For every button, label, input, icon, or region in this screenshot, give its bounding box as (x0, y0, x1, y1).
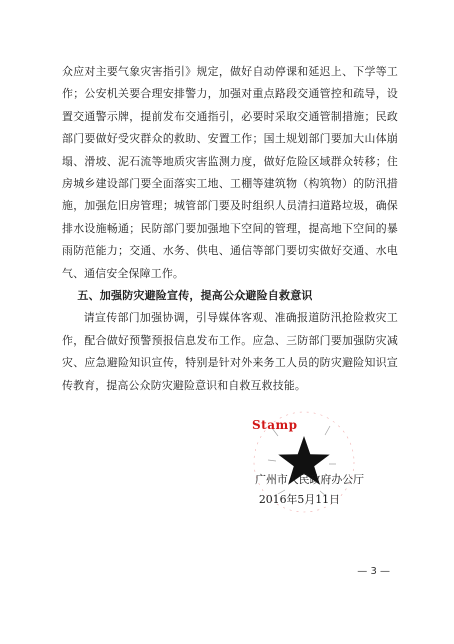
body-paragraph: 众应对主要气象灾害指引》规定，做好自动停课和延迟上、下学等工作；公安机关要合理安排警力，加强对重点路段交通管控和疏导，设置交通警示牌，提前发布交通指引，必要时采取交通管制措施；民政部门要做好受灾群众的救助、安置工作；国土规划部门要加大山体崩塌、滑坡、泥石流等地质灾害监测力度，做好危险区域群众转移；住房城乡建设部门要全面落实工地、工棚等建筑物（构筑物）的防汛措施，加强危旧房管理；城管部门要及时组织人员清扫道路垃圾，确保排水设施畅通；民防部门要加强地下空间的管理，提高地下空间的暴雨防范能力；交通、水务、供电、通信等部门要切实做好交通、水电气、通信安全保障工作。 (62, 65, 398, 280)
section-paragraph: 请宣传部门加强协调，引导媒体客观、准确报道防汛抢险救灾工作，配合做好预警预报信息发布工作。应急、三防部门要加强防灾减灾、应急避险知识宣传，特别是针对外来务工人员的防灾避险知识宣传教育，提高公众防灾避险意识和自救互救技能。 (62, 311, 398, 392)
document-body (62, 61, 398, 397)
stamp-label: Stamp (252, 418, 298, 432)
signature-block (226, 470, 386, 510)
page-number: — 3 — (357, 566, 390, 577)
issuing-organization: 广州市人民政府办公厅 (255, 473, 364, 486)
section-heading: 五、加强防灾避险宣传，提高公众避险自救意识 (77, 289, 313, 303)
issue-date: 2016年5月11日 (258, 493, 340, 506)
